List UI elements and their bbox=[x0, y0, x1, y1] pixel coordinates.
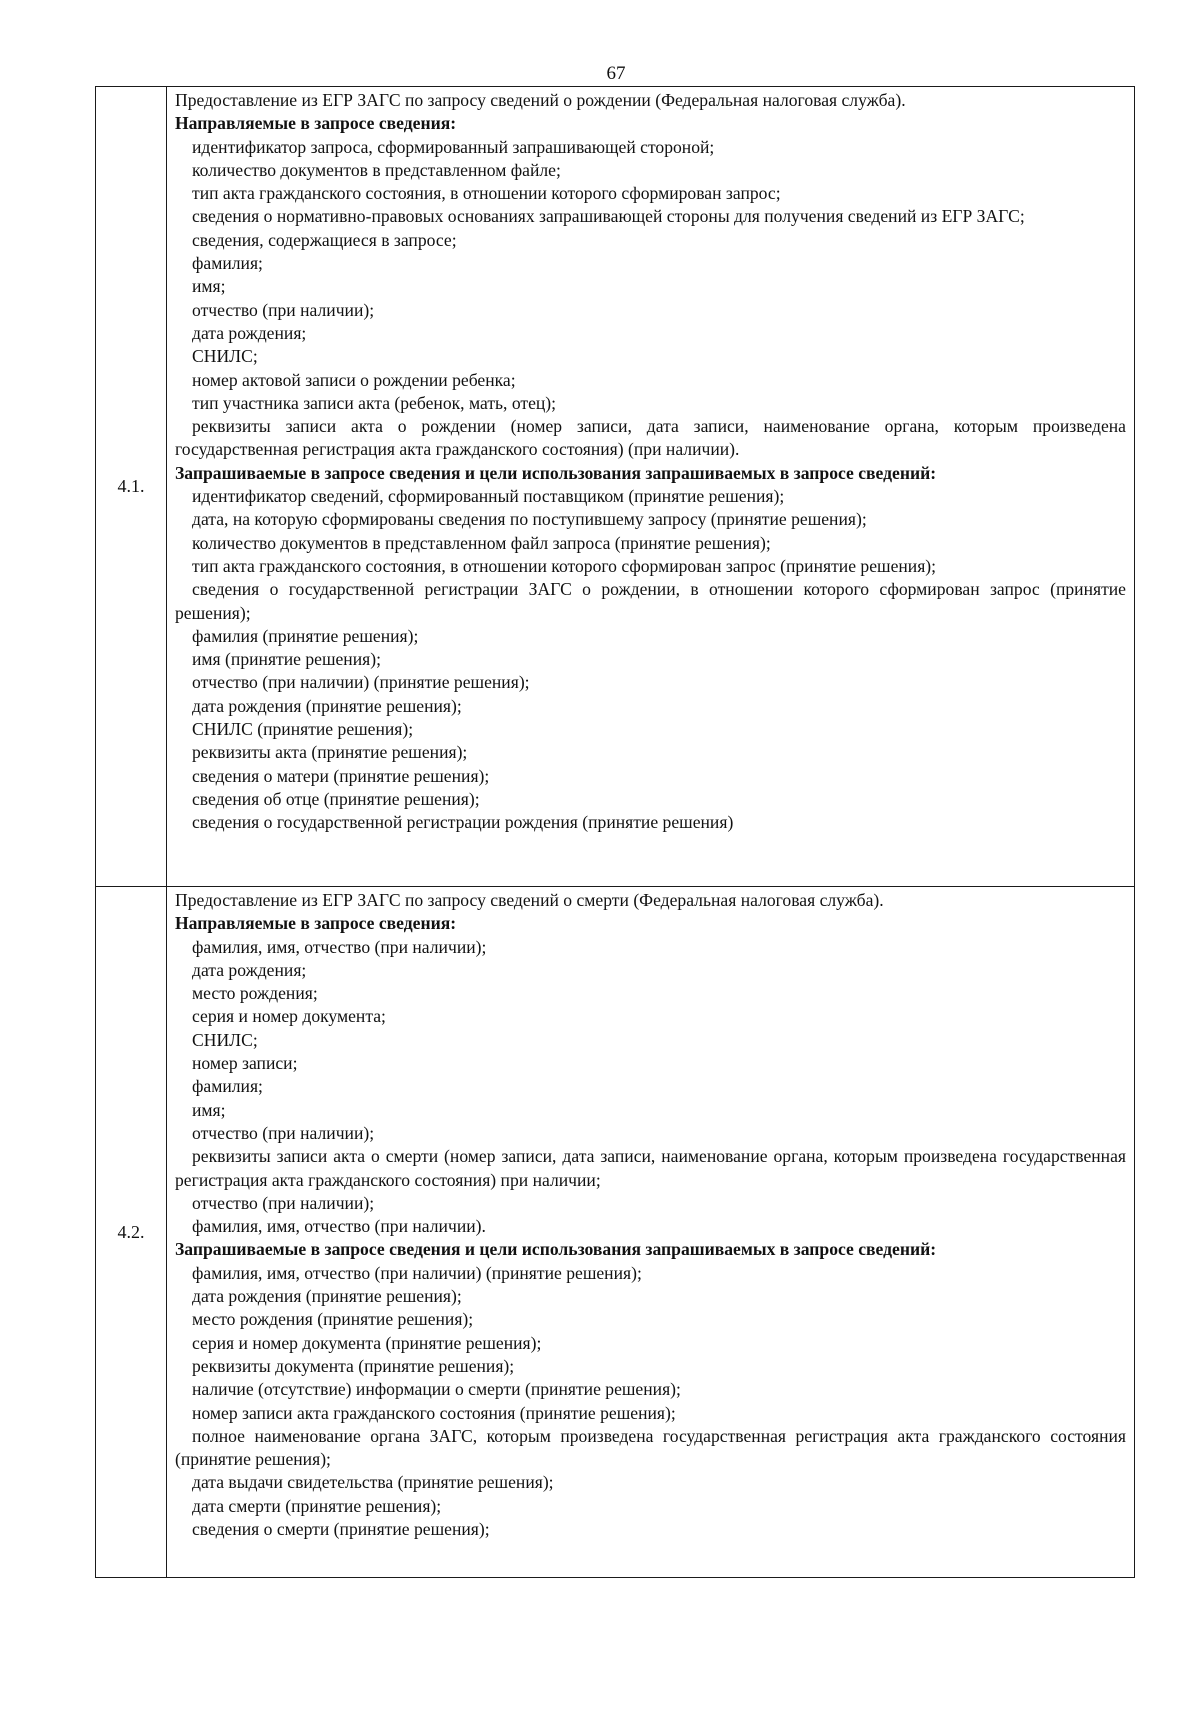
row-number: 4.2. bbox=[117, 1221, 145, 1242]
list-item: реквизиты документа (принятие решения); bbox=[192, 1355, 515, 1376]
list-item: идентификатор запроса, сформированный запрашивающей стороной; bbox=[192, 136, 715, 157]
row-content-cell bbox=[167, 887, 1135, 1578]
section-heading: Запрашиваемые в запросе сведения и цели использования запрашиваемых в запросе сведений: bbox=[175, 462, 937, 483]
list-item: имя; bbox=[192, 1099, 226, 1120]
list-item: серия и номер документа (принятие решения); bbox=[192, 1332, 542, 1353]
row-content-cell bbox=[167, 87, 1135, 887]
list-item: идентификатор сведений, сформированный поставщиком (принятие решения); bbox=[192, 486, 785, 507]
list-item: полное наименование органа ЗАГС, которым произведена государственная регистрация акта гражданского состояния (принятие решения); bbox=[175, 1425, 1126, 1470]
list-item: дата рождения (принятие решения); bbox=[192, 695, 462, 716]
list-item: фамилия; bbox=[192, 253, 263, 274]
list-item: фамилия, имя, отчество (при наличии) (принятие решения); bbox=[192, 1262, 642, 1283]
list-item: фамилия (принятие решения); bbox=[192, 625, 419, 646]
list-item: место рождения; bbox=[192, 983, 318, 1004]
list-item: сведения о нормативно-правовых основаниях запрашивающей стороны для получения сведений из ЕГР ЗАГС; bbox=[192, 206, 1025, 227]
table-row bbox=[96, 887, 1135, 1578]
list-item: сведения о государственной регистрации ЗАГС о рождении, в отношении которого сформирован запрос (принятие решения); bbox=[175, 579, 1126, 623]
list-item: место рождения (принятие решения); bbox=[192, 1309, 474, 1330]
list-item: номер актовой записи о рождении ребенка; bbox=[192, 369, 516, 390]
list-item: имя (принятие решения); bbox=[192, 649, 381, 670]
list-item: наличие (отсутствие) информации о смерти (принятие решения); bbox=[192, 1379, 681, 1400]
list-item: количество документов в представленном файл запроса (принятие решения); bbox=[192, 532, 771, 553]
list-item: сведения о смерти (принятие решения); bbox=[192, 1519, 490, 1540]
section-heading: Направляемые в запросе сведения: bbox=[175, 913, 457, 934]
list-item: количество документов в представленном файле; bbox=[192, 159, 561, 180]
list-item: отчество (при наличии); bbox=[192, 1192, 375, 1213]
row-number-cell bbox=[96, 887, 167, 1578]
section-heading: Запрашиваемые в запросе сведения и цели использования запрашиваемых в запросе сведений: bbox=[175, 1239, 937, 1260]
row-number: 4.1. bbox=[117, 476, 145, 496]
list-item: СНИЛС (принятие решения); bbox=[192, 719, 414, 740]
list-item: СНИЛС; bbox=[192, 346, 258, 367]
list-item: серия и номер документа; bbox=[192, 1006, 386, 1027]
list-item: тип акта гражданского состояния, в отношении которого сформирован запрос; bbox=[192, 183, 781, 204]
list-item: сведения, содержащиеся в запросе; bbox=[192, 229, 457, 250]
list-item: реквизиты записи акта о смерти (номер записи, дата записи, наименование органа, которым произведена государственная регистрация акта гражданского состояния) при наличии; bbox=[175, 1146, 1126, 1190]
list-item: отчество (при наличии); bbox=[192, 299, 375, 320]
row-title: Предоставление из ЕГР ЗАГС по запросу сведений о смерти (Федеральная налоговая служба). bbox=[175, 890, 884, 910]
list-item: отчество (при наличии); bbox=[192, 1122, 375, 1143]
list-item: номер записи акта гражданского состояния (принятие решения); bbox=[192, 1402, 676, 1423]
list-item: дата выдачи свидетельства (принятие решения); bbox=[192, 1472, 554, 1493]
section-heading: Направляемые в запросе сведения: bbox=[175, 113, 457, 134]
list-item: реквизиты акта (принятие решения); bbox=[192, 742, 468, 763]
list-item: дата смерти (принятие решения); bbox=[192, 1495, 442, 1516]
list-item: сведения о матери (принятие решения); bbox=[192, 765, 490, 786]
list-item: дата рождения (принятие решения); bbox=[192, 1286, 462, 1307]
list-item: дата, на которую сформированы сведения по поступившему запросу (принятие решения); bbox=[192, 509, 867, 530]
list-item: СНИЛС; bbox=[192, 1029, 258, 1050]
list-item: сведения о государственной регистрации рождения (принятие решения) bbox=[192, 812, 734, 833]
document-table bbox=[95, 86, 1135, 1578]
list-item: имя; bbox=[192, 276, 226, 297]
row-number-cell bbox=[96, 87, 167, 887]
list-item: фамилия, имя, отчество (при наличии). bbox=[192, 1216, 486, 1237]
list-item: тип участника записи акта (ребенок, мать, отец); bbox=[192, 392, 557, 413]
list-item: дата рождения; bbox=[192, 959, 307, 980]
list-item: фамилия; bbox=[192, 1076, 263, 1097]
list-item: номер записи; bbox=[192, 1053, 298, 1074]
page-number: 67 bbox=[606, 63, 626, 84]
list-item: фамилия, имя, отчество (при наличии); bbox=[192, 936, 487, 957]
list-item: реквизиты записи акта о рождении (номер записи, дата записи, наименование органа, которым произведена государственная регистрация акта гражданского состояния) (при наличии). bbox=[175, 416, 1126, 460]
row-title: Предоставление из ЕГР ЗАГС по запросу сведений о рождении (Федеральная налоговая служба). bbox=[175, 90, 906, 110]
table-row bbox=[96, 87, 1135, 887]
list-item: дата рождения; bbox=[192, 322, 307, 343]
list-item: сведения об отце (принятие решения); bbox=[192, 788, 480, 809]
list-item: отчество (при наличии) (принятие решения); bbox=[192, 672, 530, 693]
list-item: тип акта гражданского состояния, в отношении которого сформирован запрос (принятие решения); bbox=[192, 555, 937, 576]
